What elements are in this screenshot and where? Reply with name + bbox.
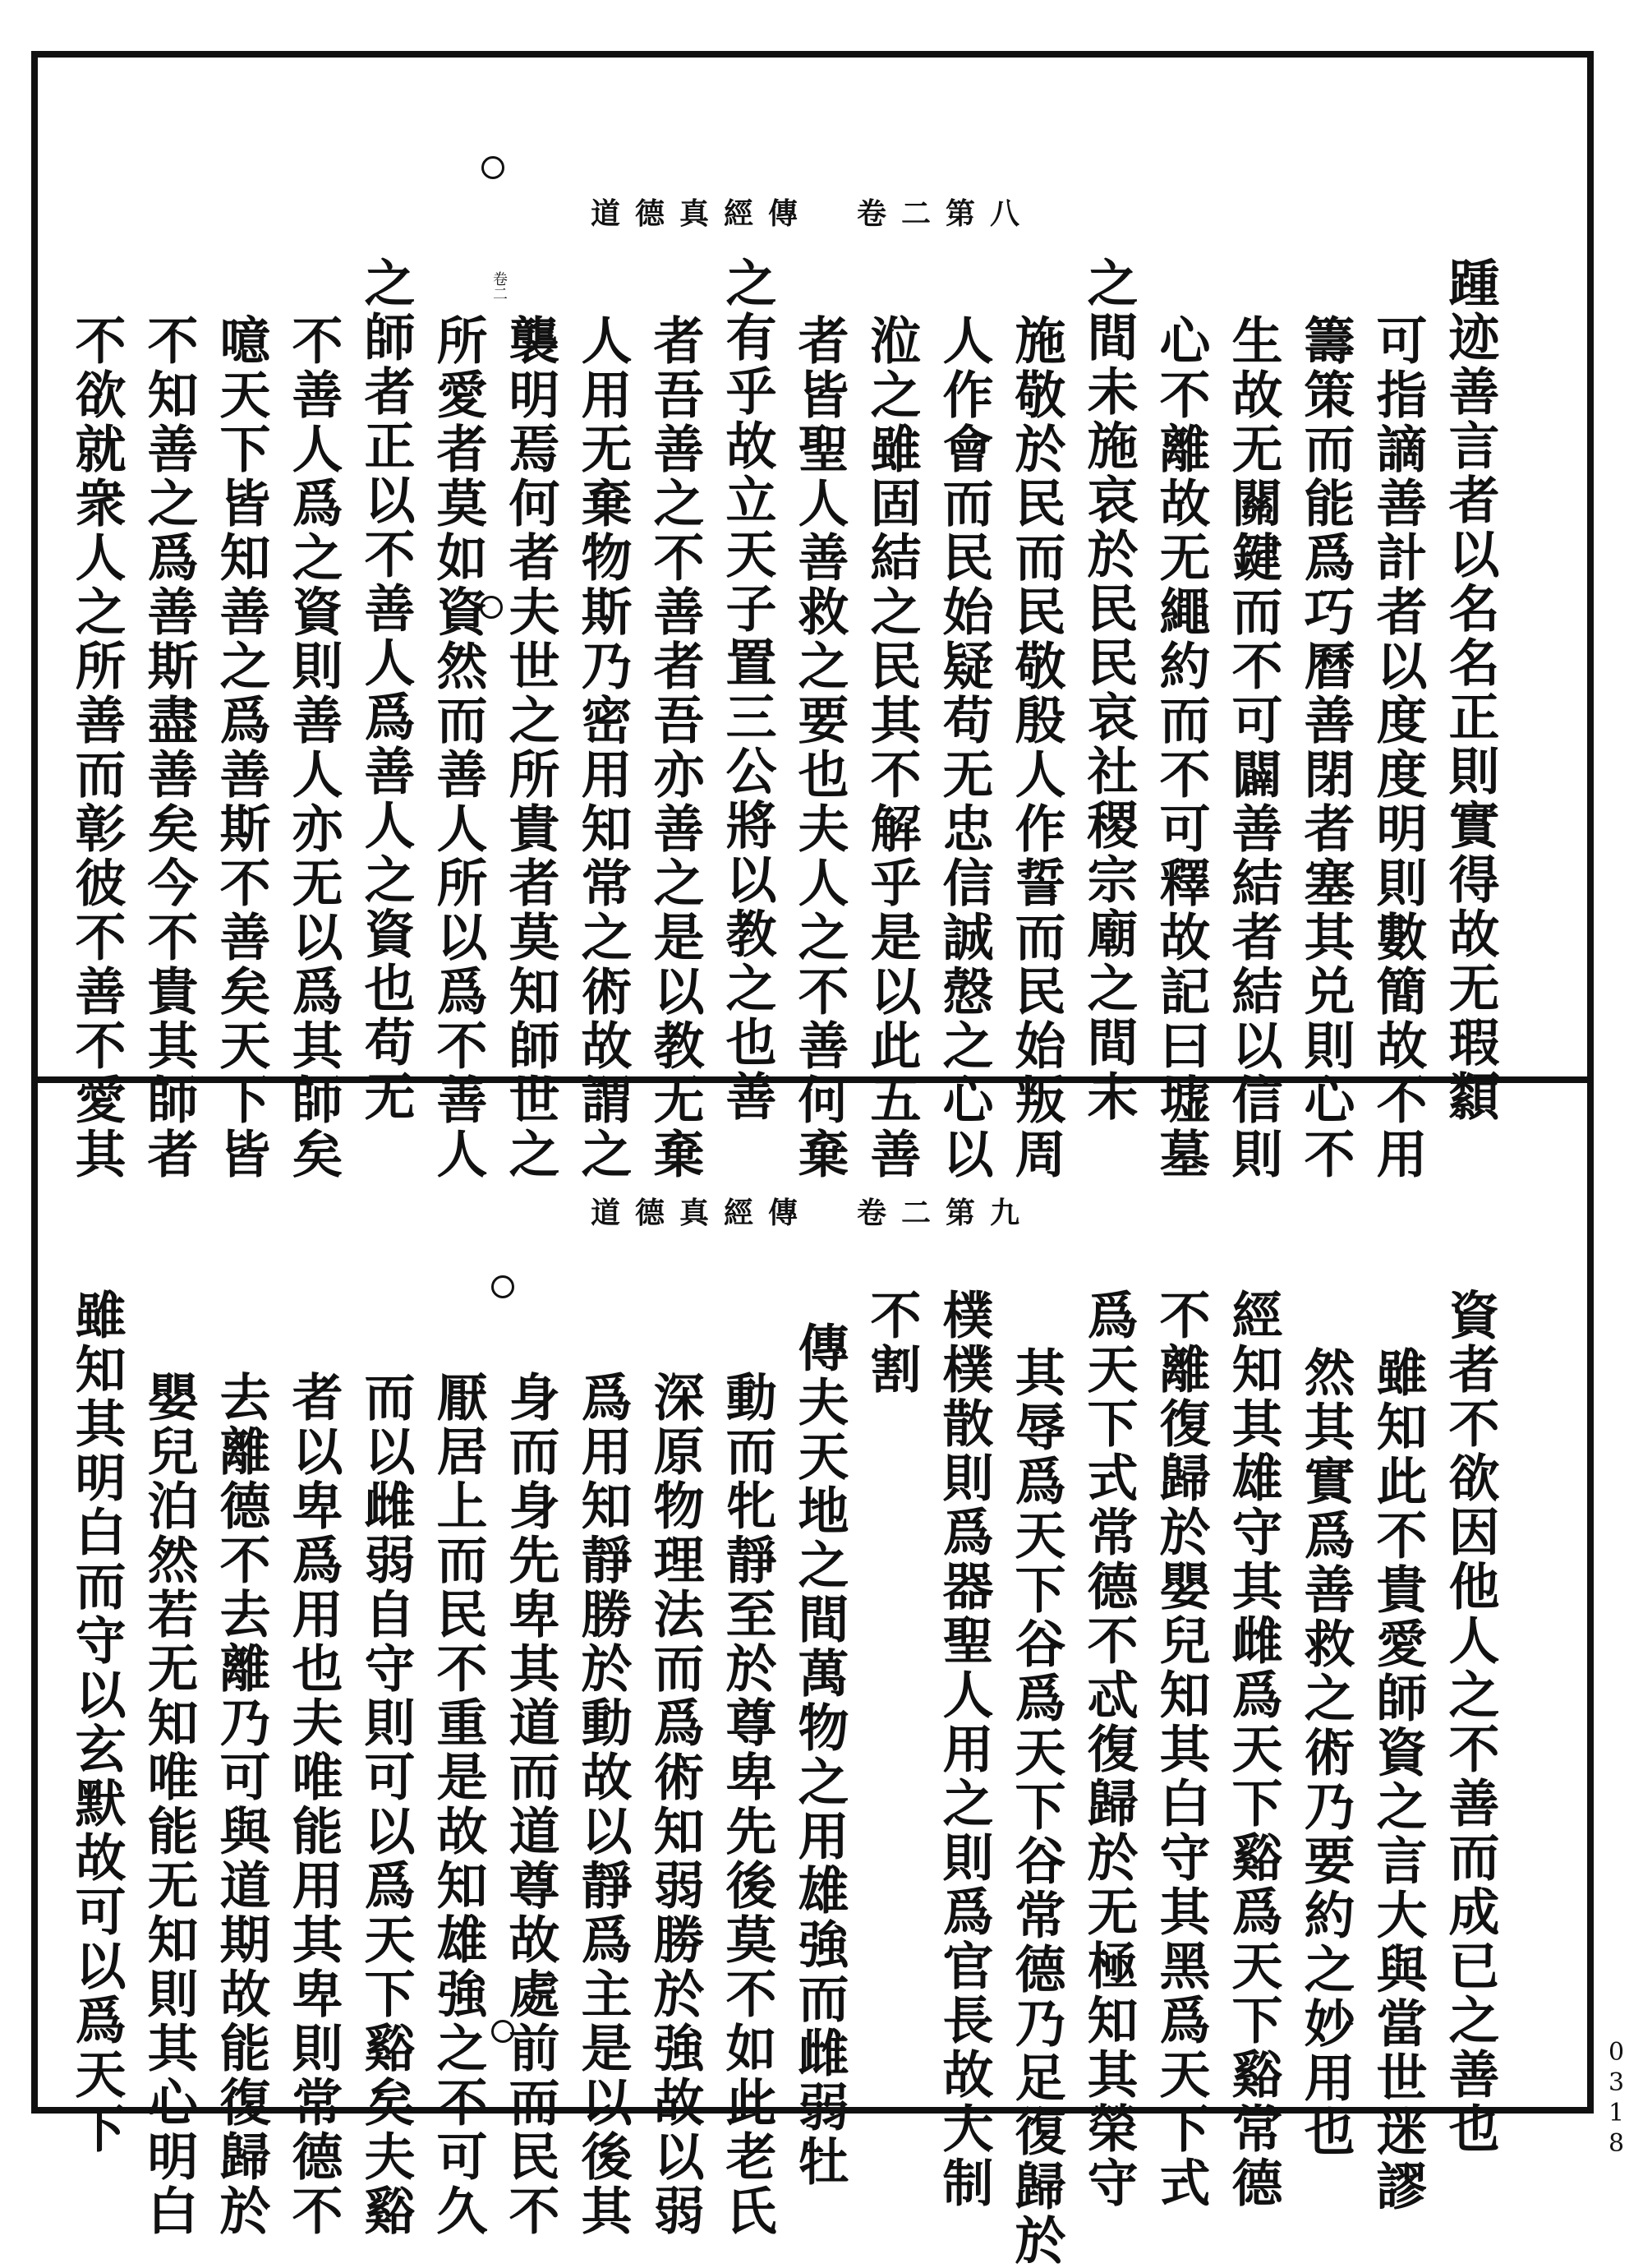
top-text-column: 之師者正以不善人爲善人之資也苟无 [356,256,416,1124]
top-text-column: 者皆聖人善救之要也夫人之不善何棄 [789,314,849,1182]
circle-mark [491,2020,514,2043]
top-text-column: 籌策而能爲巧曆善閉者塞其兑則心不 [1296,314,1355,1182]
top-page [31,51,1594,1182]
top-text-column: 不善人爲之資則善人亦无以爲其師矣 [283,314,343,1182]
top-text-column: 生故无關鍵而不可闢善結者結以信則 [1223,314,1283,1182]
top-text-column: 襲明焉何者夫世之所貴者莫知師世之 [500,314,560,1182]
bottom-text-column: 嬰兒泊然若无知唯能无知則其心明白 [139,1371,199,2238]
bottom-text-column: 爲天下式常德不忒復歸於无極知其榮守 [1079,1288,1139,2210]
top-text-column: 所愛者莫如資然而善人所以爲不善人 [428,314,488,1182]
top-text-column: 之有乎故立天子置三公將以教之也善 [717,256,777,1124]
top-text-column: 之間未施哀於民民哀社稷宗廟之間未 [1079,256,1139,1124]
top-header: 道德真經傳 卷二第八 [590,196,1034,231]
top-text-column: 者吾善之不善者吾亦善之是以教无棄 [645,314,705,1182]
bottom-text-column: 傳夫天地之間萬物之用雄強而雌弱牡 [789,1321,849,2189]
bottom-text-column: 不割 [862,1288,922,1397]
bottom-text-column: 資者不欲因他人之不善而成已之善也 [1440,1288,1500,2156]
bottom-text-column: 身而身先卑其道而道尊故處前而民不 [500,1371,560,2238]
bottom-text-column: 雖知其明白而守以玄默故可以爲天下 [67,1288,127,2156]
bottom-text-column: 者以卑爲用也夫唯能用其卑則常德不 [283,1371,343,2238]
bottom-text-column: 其辱爲天下谷爲天下谷常德乃足復歸於 [1006,1346,1066,2268]
margin-note: 卷二 [490,271,508,301]
top-text-column: 涖之雖固結之民其不解乎是以此五善 [862,314,922,1182]
bottom-text-column: 樸樸散則爲器聖人用之則爲官長故大制 [934,1288,994,2210]
top-text-column: 噫天下皆知善之爲善斯不善矣天下皆 [211,314,271,1182]
top-text-column: 心不離故无繩約而不可釋故記曰墟墓 [1151,314,1211,1182]
bottom-text-column: 動而牝靜至於尊卑先後莫不如此老氏 [717,1371,777,2238]
bottom-text-column: 不離復歸於嬰兒知其白守其黑爲天下式 [1151,1288,1211,2210]
top-text-column: 不欲就衆人之所善而彰彼不善不愛其 [67,314,127,1182]
bottom-text-column: 去離德不去離乃可與道期故能復歸於 [211,1371,271,2238]
circle-mark [491,1275,514,1298]
page-number: 0318 [1602,2038,1631,2160]
circle-mark [481,156,504,179]
top-text-column: 人用无棄物斯乃密用知常之術故謂之 [573,314,633,1182]
bottom-text-column: 雖知此不貴愛師資之言大與當世迷謬 [1368,1346,1428,2214]
bottom-text-column: 厭居上而民不重是故知雄強之不可久 [428,1371,488,2238]
bottom-header: 道德真經傳 卷二第九 [590,1196,1034,1230]
top-text-column: 可指謫善計者以度度明則數簡故不用 [1368,314,1428,1182]
bottom-page [31,1083,1594,2268]
bottom-text-column: 而以雌弱自守則可以爲天下谿矣夫谿 [356,1371,416,2238]
circle-mark [480,596,503,619]
top-text-column: 踵迹善言者以名名正則實得故无瑕纇 [1440,256,1500,1124]
bottom-text-column: 經知其雄守其雌爲天下谿爲天下谿常德 [1223,1288,1283,2210]
top-text-column: 不知善之爲善斯盡善矣今不貴其師者 [139,314,199,1182]
bottom-text-column: 爲用知靜勝於動故以靜爲主是以後其 [573,1371,633,2238]
bottom-text-column: 然其實爲善救之術乃要約之妙用也 [1296,1346,1355,2160]
top-text-column: 人作會而民始疑苟无忠信誠慤之心以 [934,314,994,1182]
bottom-text-column: 深原物理法而爲術知弱勝於強故以弱 [645,1371,705,2238]
top-text-column: 施敬於民而民敬殷人作誓而民始叛周 [1006,314,1066,1182]
